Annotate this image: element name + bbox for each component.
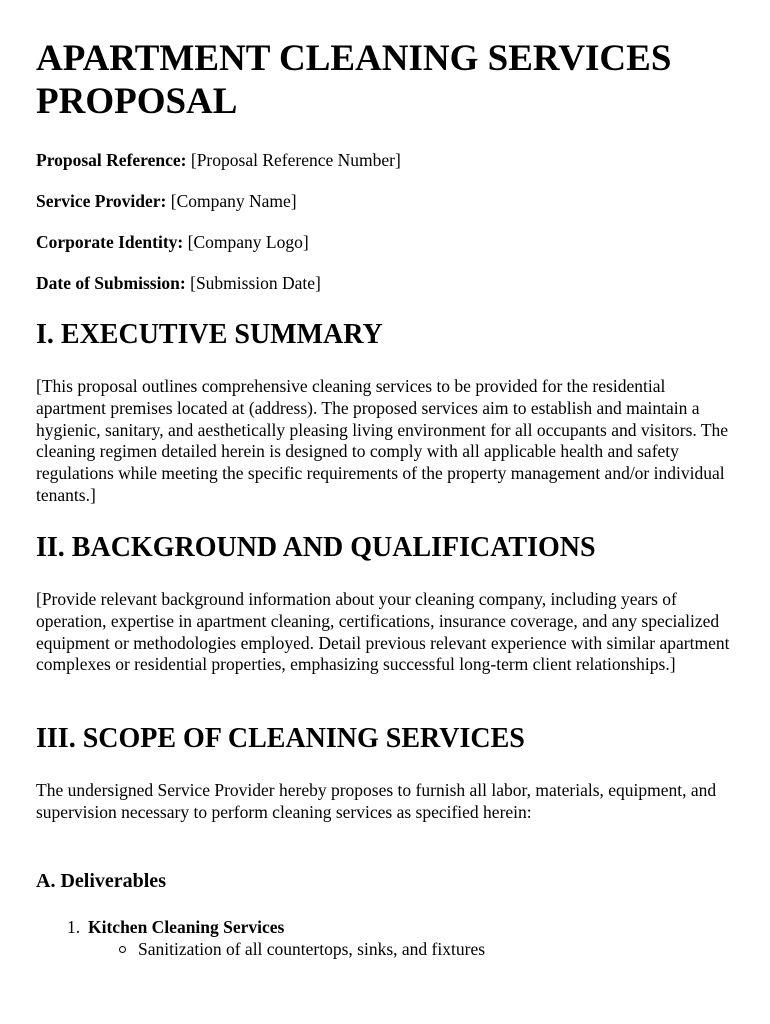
meta-value: [Proposal Reference Number] xyxy=(190,150,401,170)
meta-proposal-reference xyxy=(36,149,401,171)
sub-list-item xyxy=(119,938,485,960)
section-heading-executive-summary: I. EXECUTIVE SUMMARY xyxy=(36,319,383,350)
list-item xyxy=(67,916,284,938)
sub-list-item-text: Sanitization of all countertops, sinks, and fixtures xyxy=(138,939,486,959)
list-number: 1. xyxy=(67,917,81,937)
circle-bullet-icon xyxy=(119,946,126,953)
meta-service-provider xyxy=(36,190,297,212)
meta-corporate-identity xyxy=(36,231,309,253)
background-text: [Provide relevant background information about your cleaning company, including years of operation, expertise in apartment cleaning, certifications, insurance coverage, and any specialized equipment or methodologies employed. Detail previous relevant experience with similar apartment complexes or residential properties, emphasizing successful long-term client relationships.] xyxy=(36,589,730,675)
meta-value: [Submission Date] xyxy=(190,273,321,293)
meta-label: Corporate Identity: xyxy=(36,232,184,252)
deliverables-heading: A. Deliverables xyxy=(36,870,166,892)
meta-value: [Company Name] xyxy=(170,191,297,211)
section-heading-scope: III. SCOPE OF CLEANING SERVICES xyxy=(36,723,525,754)
meta-label: Service Provider: xyxy=(36,191,167,211)
list-item-title: Kitchen Cleaning Services xyxy=(88,917,285,937)
scope-text: The undersigned Service Provider hereby proposes to furnish all labor, materials, equipment, and supervision necessary to perform cleaning services as specified herein: xyxy=(36,780,717,822)
section-heading-background: II. BACKGROUND AND QUALIFICATIONS xyxy=(36,532,596,563)
executive-summary-text: [This proposal outlines comprehensive cleaning services to be provided for the residential apartment premises located at (address). The proposed services aim to establish and maintain a hygienic, sanitary, and aesthetically pleasing living environment for all occupants and visitors. The cleaning regimen detailed herein is designed to comply with all applicable health and safety regulations while meeting the specific requirements of the property management and/or individual tenants.] xyxy=(36,376,729,505)
meta-value: [Company Logo] xyxy=(187,232,309,252)
meta-label: Proposal Reference: xyxy=(36,150,187,170)
meta-submission-date xyxy=(36,272,321,294)
meta-label: Date of Submission: xyxy=(36,273,186,293)
document-title: APARTMENT CLEANING SERVICES PROPOSAL xyxy=(36,38,672,122)
